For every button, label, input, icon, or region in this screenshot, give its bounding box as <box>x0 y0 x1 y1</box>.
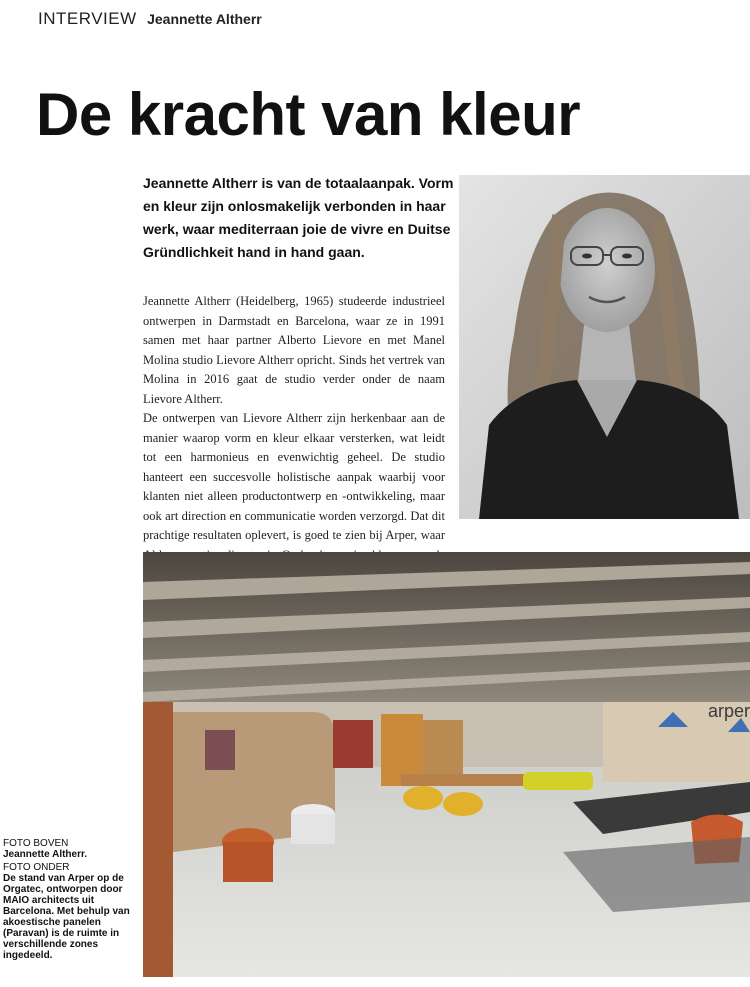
caption-top-label: FOTO BOVEN <box>3 838 69 849</box>
section-label: INTERVIEW <box>38 9 137 28</box>
section-name: Jeannette Altherr <box>147 11 262 27</box>
caption-bottom-text: De stand van Arper op de Orgatec, ontworpen door MAIO architects uit Barcelona. Met behulp van akoestische panelen (Paravan) is de ruimte in verschillende zones ingedeeld. <box>3 873 130 961</box>
caption-bottom-label: FOTO ONDER <box>3 862 70 873</box>
section-header <box>38 9 262 29</box>
stand-photo <box>143 552 750 977</box>
photo-captions <box>3 838 143 961</box>
portrait-photo <box>459 175 750 519</box>
caption-top-text: Jeannette Altherr. <box>3 849 88 860</box>
article-headline: De kracht van kleur <box>36 81 581 148</box>
body-paragraph: Jeannette Altherr (Heidelberg, 1965) studeerde industrieel ontwerpen in Darmstadt en Barcelona, waar ze in 1991 samen met haar partner Alberto Lievore en met Manel Molina studio Lievore Altherr opricht. Sinds het vertrek van Molina in 2016 gaat de studio verder onder de naam Lievore Altherr. <box>143 294 445 406</box>
article-lead: Jeannette Altherr is van de totaalaanpak. Vorm en kleur zijn onlosmakelijk verbonden in haar werk, waar mediterraan joie de vivre en Duitse Gründlichkeit hand in hand gaan. <box>143 175 454 260</box>
arper-sign: arper <box>708 701 750 721</box>
body-paragraph: De ontwerpen van Lievore Altherr zijn herkenbaar aan de manier waarop vorm en kleur elkaar versterken, wat leidt tot een harmonieus en evenwichtig geheel. De studio hanteert een succesvolle holistische aanpak waarbij voor klanten niet alleen productontwerp en -ontwikkeling, maar ook art direction en communicatie worden verzorgd. Dat dit prachtige resultaten oplevert, is goed te zien bij Arper, waar <box>143 411 445 542</box>
